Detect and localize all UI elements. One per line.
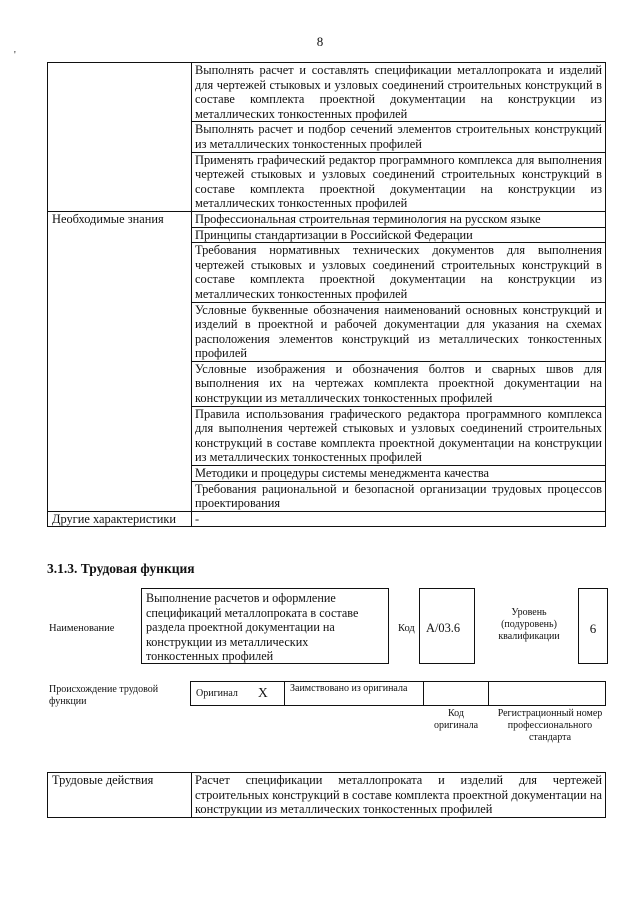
- name-label: Наименование: [49, 623, 115, 634]
- code-label: Код: [398, 623, 415, 634]
- code-original-label: Код оригинала: [433, 708, 479, 731]
- origin-label: Происхождение трудовой функции: [49, 684, 159, 707]
- page-number: 8: [316, 34, 324, 49]
- actions-value: Расчет спецификации металлопроката и изделий для чертежей строительных конструкций в составе комплекта проектной документации на конструкции из металлических тонкостенных профилей: [192, 773, 606, 818]
- knowledge-row: Профессиональная строительная терминология на русском языке: [192, 211, 606, 227]
- other-characteristics-label: Другие характеристики: [48, 511, 192, 527]
- knowledge-row: Правила использования графического редактора программного комплекса для выполнения чертежей стыковых и узловых соединений строительных конструкций в составе комплекта проектной документации на конструкции из металлических тонкостенных профилей: [192, 406, 606, 465]
- knowledge-row: Требования нормативных технических документов для выполнения чертежей стыковых и узловых соединений строительных конструкций в составе комплекта проектной документации на конструкции из металлических тонкостенных профилей: [192, 243, 606, 302]
- original-mark: X: [258, 685, 268, 700]
- actions-label: Трудовые действия: [48, 773, 192, 818]
- skills-knowledge-table: [47, 62, 606, 527]
- knowledge-row: Требования рациональной и безопасной организации трудовых процессов проектирования: [192, 481, 606, 511]
- skill-row: Применять графический редактор программного комплекса для выполнения чертежей стыковых и узловых соединений строительных конструкций в составе комплекта проектной документации на конструкции из металлических тонкостенных профилей: [192, 152, 606, 211]
- reg-number-label: Регистрационный номер профессионального стандарта: [497, 708, 603, 743]
- level-value-box: 6: [578, 588, 608, 664]
- function-name-box: Выполнение расчетов и оформление спецификаций металлопроката в составе раздела проектной документации на конструкции из металлических тонкостенных профилей: [141, 588, 389, 664]
- origin-divider: [488, 681, 489, 706]
- skills-label-cell: [48, 63, 192, 212]
- section-title: 3.1.3. Трудовая функция: [47, 561, 195, 576]
- borrowed-label: Заимствовано из оригинала: [290, 683, 408, 694]
- level-label: Уровень (подуровень) квалификации: [498, 607, 560, 642]
- knowledge-row: Условные изображения и обозначения болтов и сварных швов для выполнения их на чертежах комплекта проектной документации на конструкции из металлических тонкостенных профилей: [192, 361, 606, 406]
- original-label: Оригинал: [196, 688, 238, 699]
- actions-table: [47, 772, 606, 818]
- code-value-box: A/03.6: [419, 588, 475, 664]
- knowledge-row: Методики и процедуры системы менеджмента качества: [192, 466, 606, 482]
- other-characteristics-value: -: [192, 511, 606, 527]
- origin-divider: [423, 681, 424, 706]
- knowledge-row: Условные буквенные обозначения наименований основных конструкций и изделий в проектной и рабочей документации для указания на схемах расположения элементов конструкций из металлических тонкостенных профилей: [192, 302, 606, 361]
- skill-row: Выполнять расчет и подбор сечений элементов строительных конструкций из металлических тонкостенных профилей: [192, 122, 606, 152]
- knowledge-label: Необходимые знания: [48, 211, 192, 511]
- knowledge-row: Принципы стандартизации в Российской Федерации: [192, 227, 606, 243]
- margin-mark: ': [14, 50, 16, 61]
- skill-row: Выполнять расчет и составлять спецификации металлопроката и изделий для чертежей стыковых и узловых соединений строительных конструкций в составе комплекта проектной документации на конструкции из металлических тонкостенных профилей: [192, 63, 606, 122]
- origin-divider: [284, 681, 285, 706]
